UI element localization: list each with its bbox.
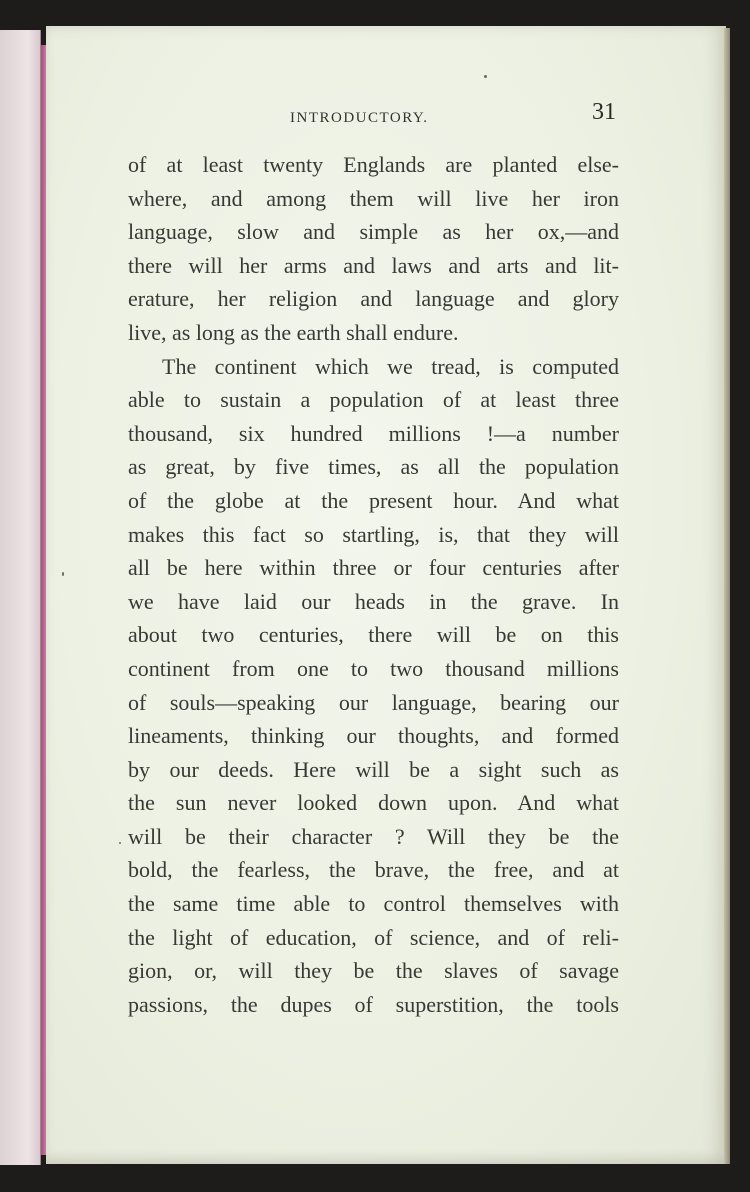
text-line: we have laid our heads in the grave. In (128, 588, 619, 614)
text-line: the sun never looked down upon. And what (128, 790, 619, 816)
facing-page-edge (0, 30, 41, 1165)
text-line: bold, the fearless, the brave, the free, and at (128, 857, 619, 883)
text-line: the same time able to control themselves with (128, 891, 619, 917)
text-line: there will her arms and laws and arts and lit- (128, 252, 619, 278)
text-line: by our deeds. Here will be a sight such as (128, 756, 619, 782)
paper-speck (484, 75, 487, 78)
text-line: language, slow and simple as her ox,—and (128, 219, 619, 245)
text-line: as great, by five times, as all the population (128, 454, 619, 480)
text-line: where, and among them will live her iron (128, 185, 619, 211)
text-line: live, as long as the earth shall endure. (128, 319, 459, 345)
page-fore-edge (724, 28, 730, 1164)
text-line: erature, her religion and language and glory (128, 286, 619, 312)
running-title: INTRODUCTORY. (290, 110, 429, 126)
paper-speck (62, 572, 64, 576)
text-line: makes this fact so startling, is, that they will (128, 521, 619, 547)
text-line: will be their character ? Will they be the (128, 823, 619, 849)
text-line: of the globe at the present hour. And what (128, 487, 619, 513)
text-line: passions, the dupes of superstition, the tools (128, 991, 619, 1017)
body-text (128, 148, 619, 1021)
text-line: continent from one to two thousand millions (128, 655, 619, 681)
text-line: of at least twenty Englands are planted else- (128, 152, 619, 177)
paper-speck (119, 842, 121, 844)
text-line: of souls—speaking our language, bearing our (128, 689, 619, 715)
page-number: 31 (592, 99, 616, 125)
text-line: The continent which we tread, is computed (162, 353, 619, 379)
text-line: gion, or, will they be the slaves of savage (128, 958, 619, 984)
text-line: lineaments, thinking our thoughts, and formed (128, 723, 619, 749)
text-line: the light of education, of science, and of reli- (128, 924, 619, 950)
text-line: all be here within three or four centuries after (128, 555, 619, 581)
text-line: about two centuries, there will be on this (128, 622, 619, 648)
text-line: thousand, six hundred millions !—a number (128, 420, 619, 446)
text-line: able to sustain a population of at least three (128, 387, 619, 413)
